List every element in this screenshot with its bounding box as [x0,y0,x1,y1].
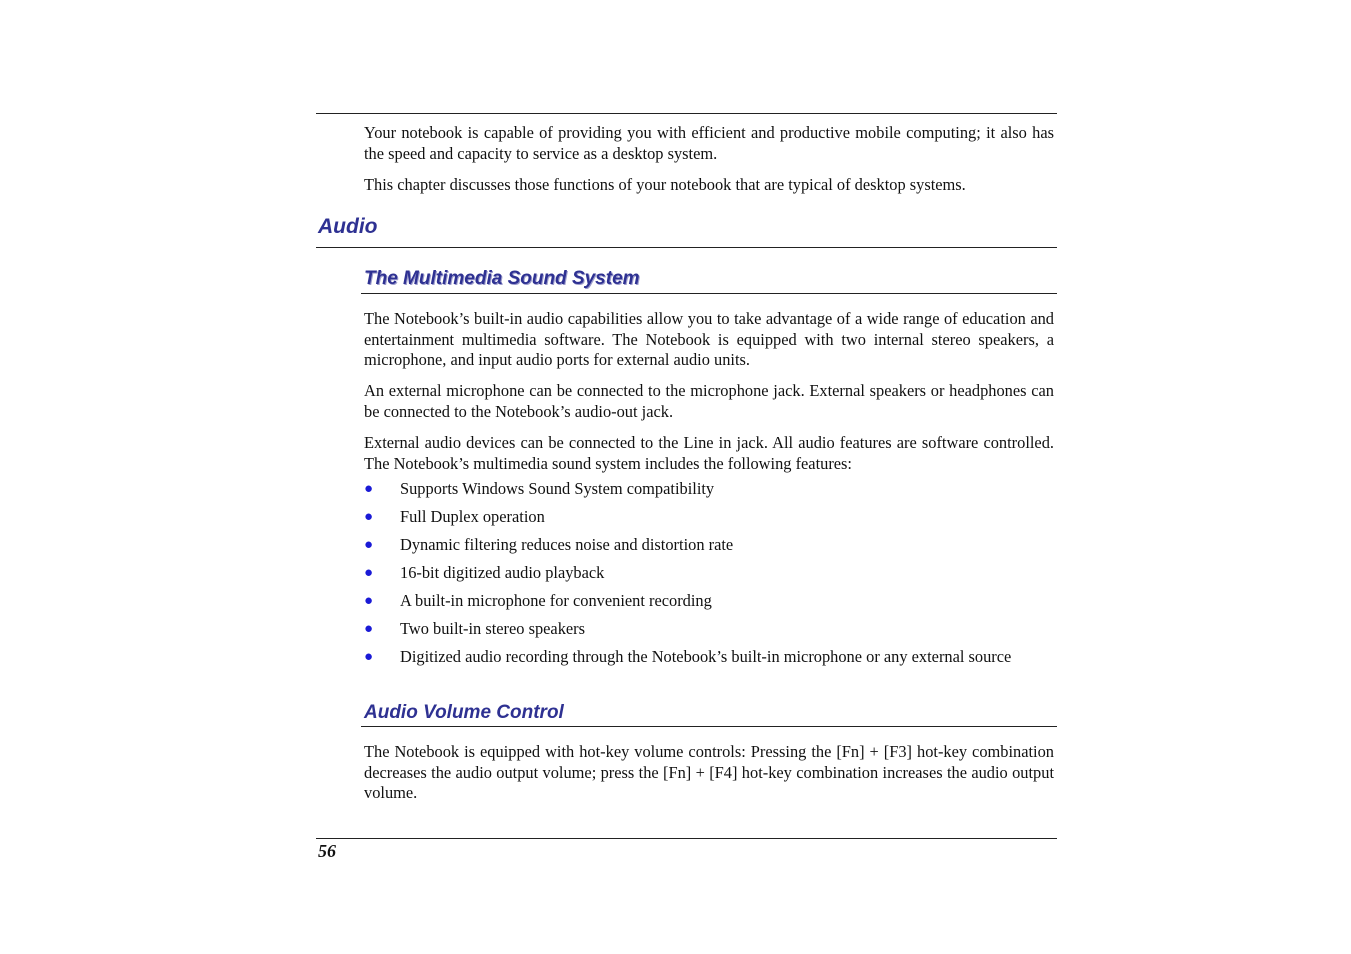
bullet-icon: ● [364,509,374,525]
list-item-text: Supports Windows Sound System compatibility [400,479,715,498]
list-item [364,535,1054,556]
bullet-icon: ● [364,565,374,581]
list-item-text: Dynamic filtering reduces noise and distortion rate [400,535,734,554]
list-item [364,507,1054,528]
section-heading-audio: Audio [318,215,378,238]
feature-list [364,479,1054,675]
list-item [364,619,1054,640]
bullet-icon: ● [364,621,374,637]
list-item-text: 16-bit digitized audio playback [400,563,605,582]
bullet-icon: ● [364,649,374,665]
subsection-heading-volume: Audio Volume Control [364,702,564,723]
subsection-heading-multimedia: The Multimedia Sound System [364,268,640,289]
top-rule [316,113,1057,114]
list-item [364,647,1054,668]
subsection-rule-volume [361,726,1057,727]
volume-paragraph-1: The Notebook is equipped with hot-key volume controls: Pressing the [Fn] + [F3] hot-key combination decreases the audio output volume; press the [Fn] + [F4] hot-key combination increases the audio output volume. [364,742,1054,802]
bullet-icon: ● [364,537,374,553]
footer-rule [316,838,1057,839]
list-item-text: Two built-in stereo speakers [400,619,586,638]
section-rule-audio [316,247,1057,248]
multimedia-paragraph-2: An external microphone can be connected to the microphone jack. External speakers or headphones can be connected to the Notebook’s audio-out jack. [364,381,1054,421]
bullet-icon: ● [364,593,374,609]
list-item [364,591,1054,612]
list-item [364,563,1054,584]
list-item-text: Full Duplex operation [400,507,545,526]
page-number: 56 [318,841,336,861]
list-item [364,479,1054,500]
intro-paragraph-1: Your notebook is capable of providing you with efficient and productive mobile computing; it also has the speed and capacity to service as a desktop system. [364,123,1054,163]
subsection-rule-multimedia [361,293,1057,294]
multimedia-paragraph-3: External audio devices can be connected to the Line in jack. All audio features are software controlled. The Notebook’s multimedia sound system includes the following features: [364,433,1054,473]
multimedia-paragraph-1: The Notebook’s built-in audio capabilities allow you to take advantage of a wide range of education and entertainment multimedia software. The Notebook is equipped with two internal stereo speakers, a microphone, and input audio ports for external audio units. [364,309,1054,369]
bullet-icon: ● [364,481,374,497]
list-item-text: A built-in microphone for convenient recording [400,591,712,610]
list-item-text: Digitized audio recording through the Notebook’s built-in microphone or any external source [400,647,1012,666]
intro-paragraph-2: This chapter discusses those functions of your notebook that are typical of desktop systems. [364,175,966,194]
